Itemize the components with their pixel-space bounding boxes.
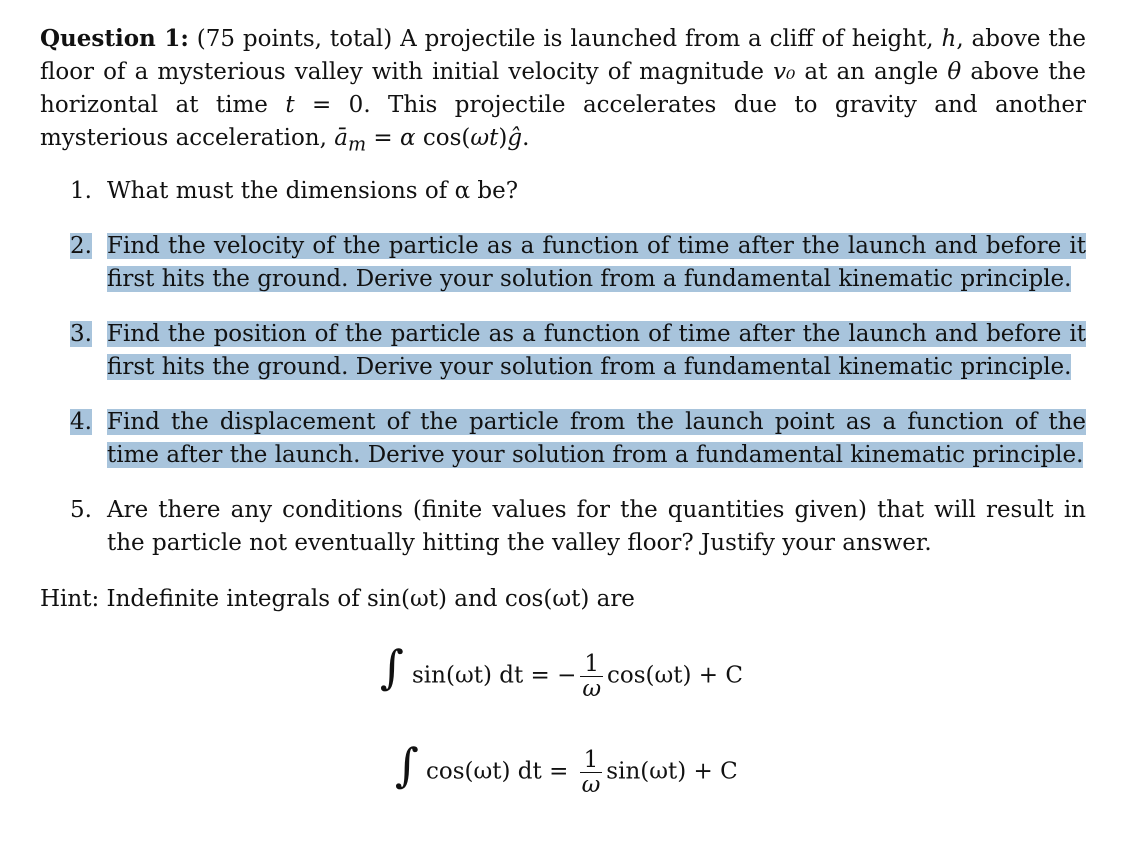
item-number: 3. — [70, 321, 92, 347]
list-item — [70, 230, 1086, 296]
intro-period: . — [522, 125, 530, 151]
var-h: h — [941, 26, 957, 52]
intro-cos: cos( — [415, 125, 471, 151]
equation-cos-integral — [426, 748, 738, 797]
var-theta: θ — [947, 59, 962, 85]
var-ghat: ĝ — [507, 125, 523, 151]
item-number: 5. — [70, 497, 92, 523]
intro-text-4: above the horizontal at time — [40, 59, 1086, 118]
eq1-fraction: $\frac{1}{\omega}$ — [582, 651, 602, 702]
item-number: 4. — [70, 409, 92, 435]
eq2-lhs: cos(ωt) dt = — [426, 758, 569, 785]
intro-text-3: at an angle — [795, 59, 948, 85]
item-text: Find the velocity of the particle as a function of time after the launch and before it first hits the ground. Derive your solution from a fundamental kinematic principle. — [107, 233, 1086, 292]
item-text: Find the position of the particle as a function of time after the launch and before it first hits the ground. Derive your solution from a fundamental kinematic principle. — [107, 321, 1086, 380]
intro-text-5: = 0. This projectile accelerates due to gravity and another mysterious acceleration, — [40, 92, 1086, 151]
var-am: ā — [334, 125, 348, 151]
eq1-sign: − — [557, 662, 577, 689]
item-number: 1. — [70, 178, 92, 204]
intro-text-2: , above the floor of a mysterious valley with initial velocity of magnitude — [40, 26, 1086, 85]
question-intro — [40, 22, 1086, 161]
list-item — [70, 318, 1086, 384]
item-text: Find the displacement of the particle from the launch point as a function of the time after the launch. Derive your solution from a fundamental kinematic principle. — [107, 409, 1086, 468]
intro-text-1: A projectile is launched from a cliff of height, — [400, 26, 942, 52]
eq2-fraction: $\frac{1}{\omega}$ — [581, 747, 601, 798]
integral-sign: ∫ — [395, 738, 419, 792]
intro-text-6: = — [366, 125, 401, 151]
var-omega-t: ωt — [470, 125, 499, 151]
item-text: Are there any conditions (finite values for the quantities given) that will result in the particle not eventually hitting the valley floor? Justify your answer. — [107, 497, 1086, 556]
var-am-sub: m — [347, 132, 367, 156]
eq1-lhs: sin(ωt) dt = — [412, 662, 550, 689]
list-item — [70, 175, 1086, 208]
intro-close: ) — [498, 125, 508, 151]
item-text: What must the dimensions of α be? — [107, 178, 519, 204]
var-alpha: α — [400, 125, 416, 151]
eq1-rhs: cos(ωt) + C — [607, 662, 743, 689]
var-t: t — [285, 92, 295, 118]
question-list — [70, 175, 1086, 582]
list-item — [70, 494, 1086, 560]
var-v0: v₀ — [773, 59, 796, 85]
eq2-rhs: sin(ωt) + C — [606, 758, 738, 785]
item-number: 2. — [70, 233, 92, 259]
equation-sin-integral — [412, 652, 743, 701]
question-points: (75 points, total) — [196, 26, 393, 52]
hint-text: Hint: Indefinite integrals of sin(ωt) and cos(ωt) are — [40, 586, 635, 612]
integral-sign: ∫ — [380, 640, 404, 694]
list-item — [70, 406, 1086, 472]
question-label: Question 1: — [40, 25, 189, 52]
